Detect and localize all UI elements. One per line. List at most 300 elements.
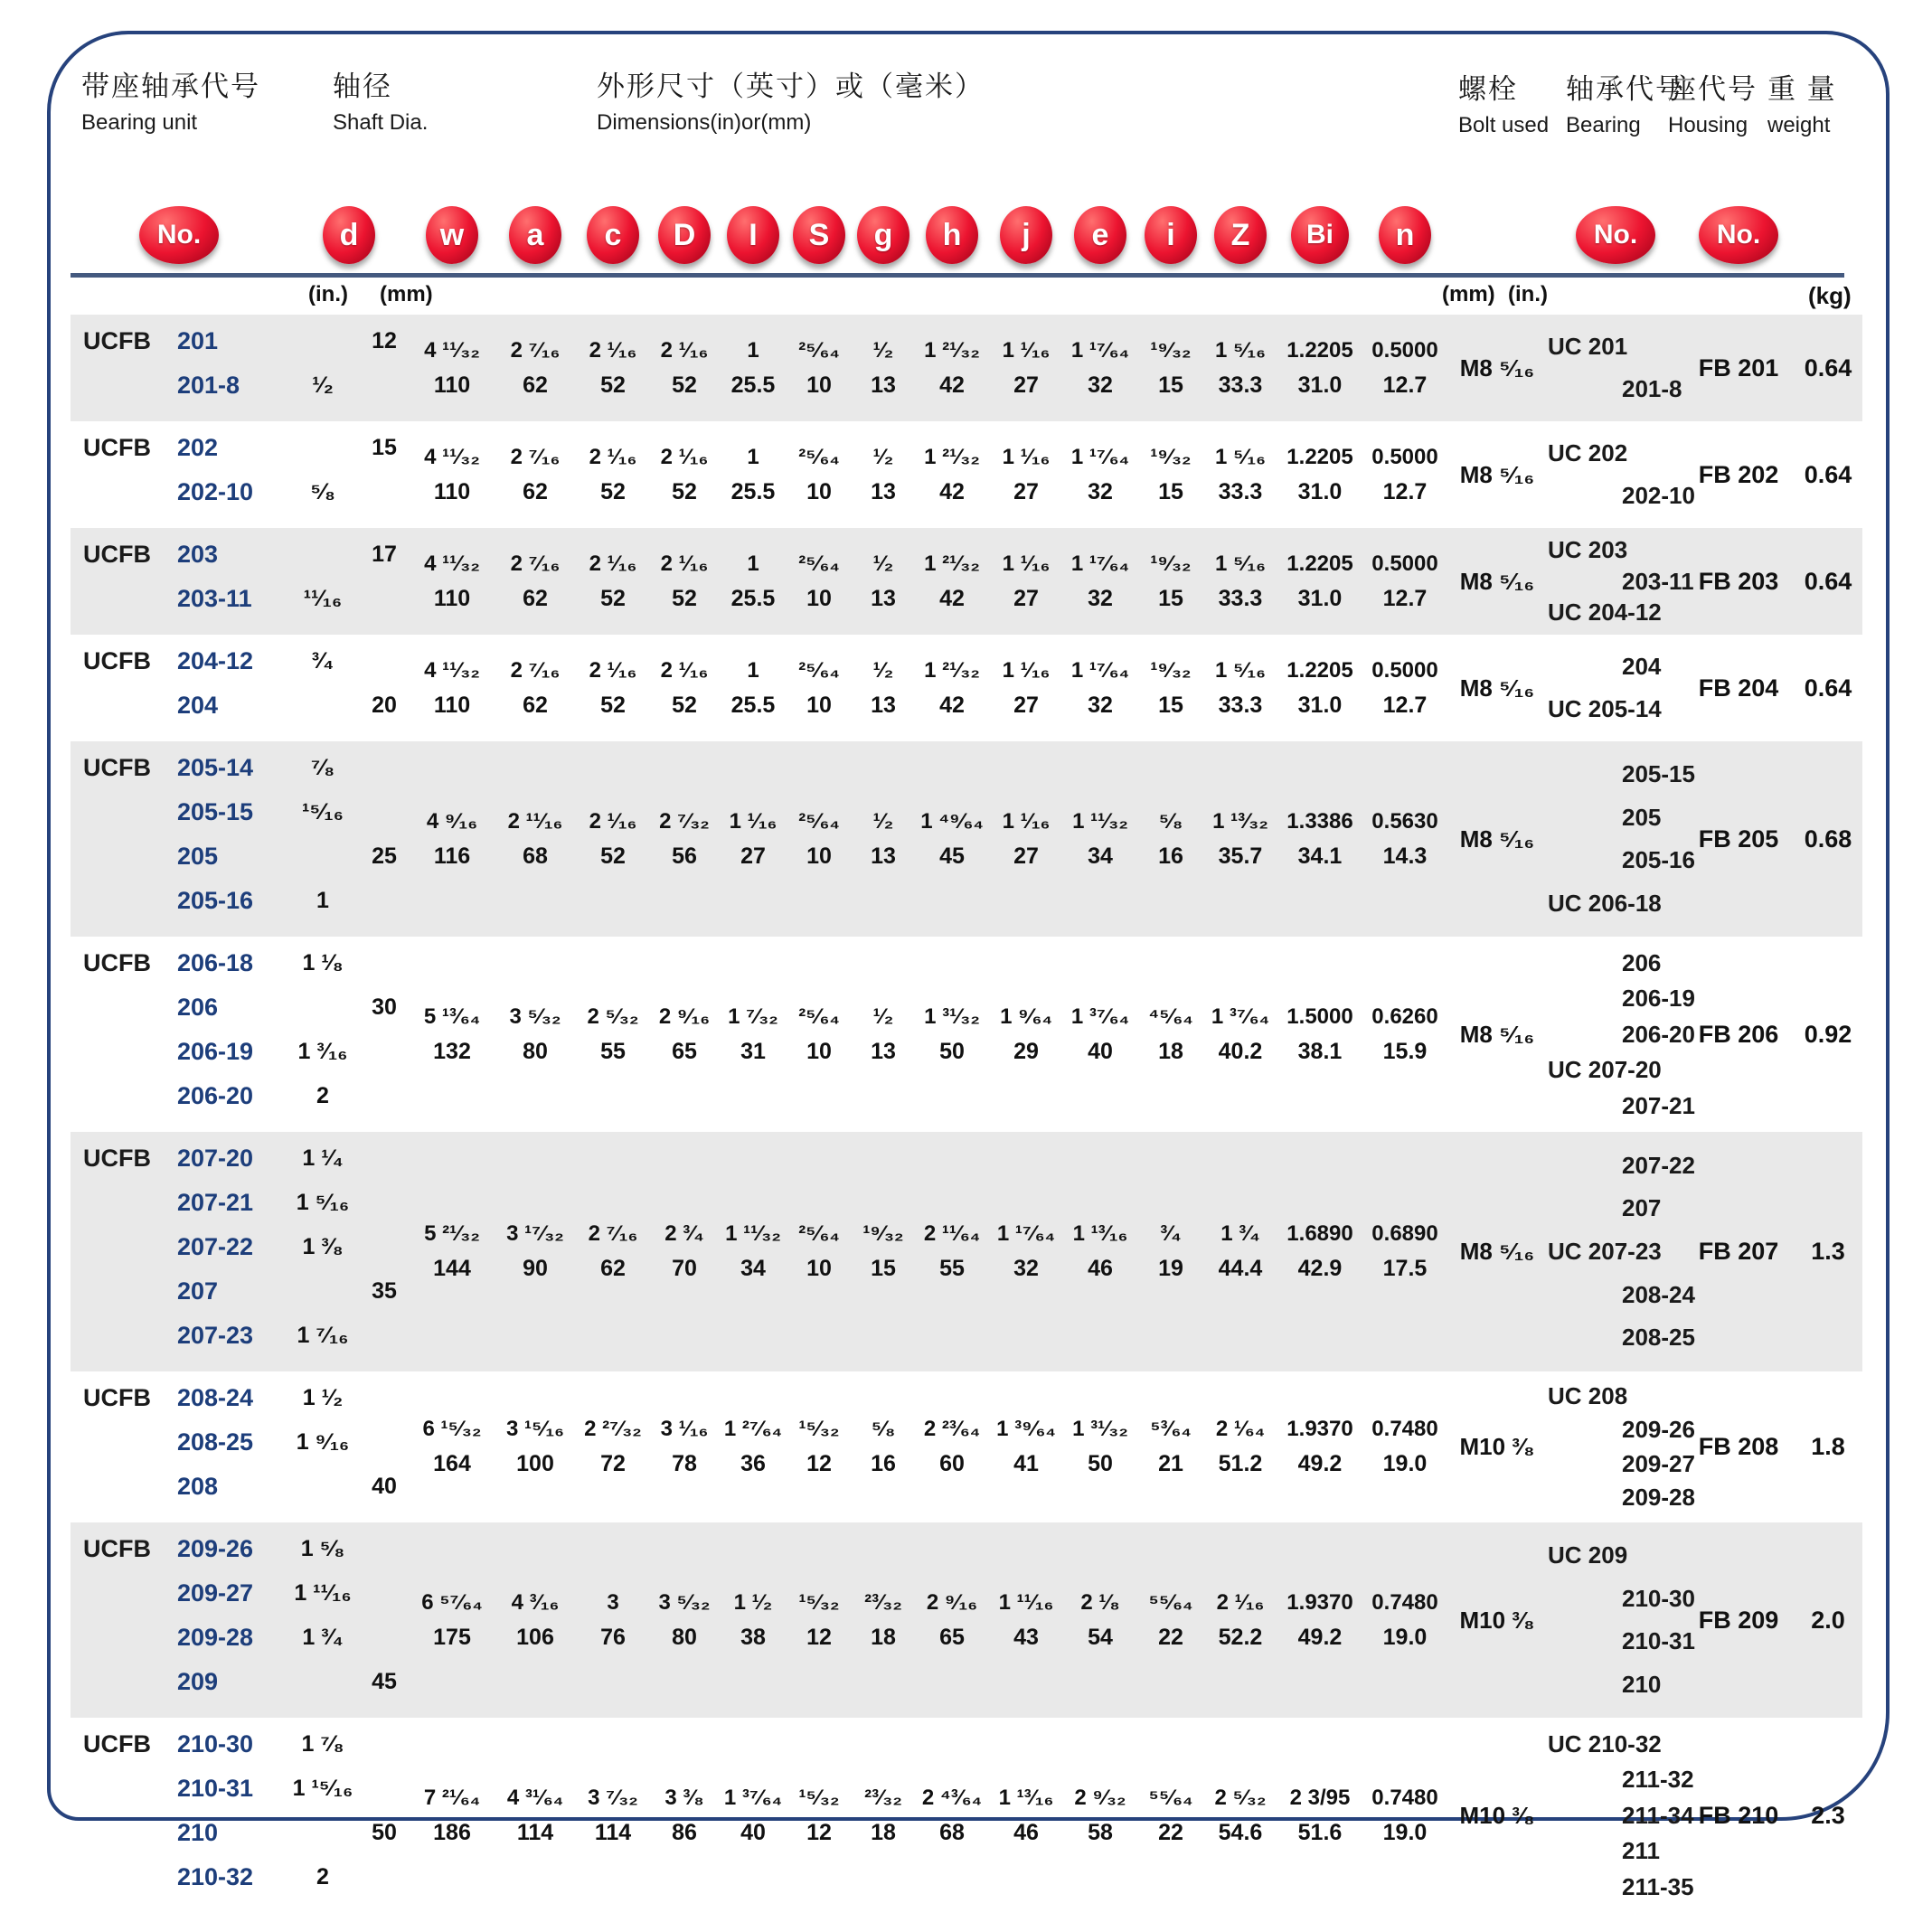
dim-mm-value: 50 bbox=[1088, 1451, 1113, 1476]
dim-inch-value: ¹⁹⁄₃₂ bbox=[1150, 337, 1192, 363]
shaft-dia-mm bbox=[358, 1722, 410, 1767]
col-dim-Z bbox=[1204, 639, 1277, 737]
col-dim-a bbox=[494, 1722, 577, 1908]
col-bearing-number bbox=[1548, 639, 1683, 737]
col-bearing-number bbox=[1548, 1722, 1694, 1908]
dim-mm-value: 10 bbox=[806, 843, 832, 869]
dim-mm-value: 18 bbox=[871, 1819, 896, 1845]
col-dim-a bbox=[494, 532, 577, 630]
col-dim-Z bbox=[1204, 319, 1277, 417]
col-dim-j bbox=[989, 1527, 1063, 1713]
dim-inch-value: 1 ¹¹⁄₁₆ bbox=[998, 1589, 1054, 1615]
header-weight-zh: 重 量 bbox=[1767, 73, 1837, 105]
unit-number: 206 bbox=[177, 994, 219, 1021]
dim-mm-value: 68 bbox=[523, 843, 548, 869]
dim-mm-value: 12.7 bbox=[1382, 478, 1428, 504]
col-dim-S bbox=[787, 1527, 852, 1713]
unit-number: 208-24 bbox=[177, 1384, 254, 1411]
badge-cell bbox=[1363, 201, 1447, 269]
dim-inch-value: 2 ¹⁄₁₆ bbox=[589, 337, 637, 363]
dim-mm-value: 72 bbox=[600, 1451, 626, 1476]
dim-inch-value: 1 ¹¹⁄₃₂ bbox=[725, 1221, 781, 1246]
shaft-dia-mm bbox=[358, 941, 410, 985]
col-weight bbox=[1794, 639, 1862, 737]
dim-inch-value: 0.5630 bbox=[1371, 808, 1438, 834]
badge-g: g bbox=[857, 206, 909, 264]
dim-inch-value: 1 ¹³⁄₃₂ bbox=[1212, 808, 1268, 834]
dim-mm-value: 13 bbox=[871, 372, 896, 398]
col-unit-number bbox=[170, 639, 287, 737]
col-dim-h bbox=[915, 941, 989, 1127]
dim-mm-value: 12 bbox=[806, 1624, 832, 1650]
unit-number: 206-20 bbox=[177, 1082, 254, 1109]
dim-inch-value: 1.2205 bbox=[1286, 444, 1353, 469]
col-prefix bbox=[71, 941, 170, 1127]
col-dim-i bbox=[1137, 426, 1204, 523]
dim-mm-value: 90 bbox=[523, 1256, 548, 1281]
col-bolt bbox=[1447, 1527, 1548, 1713]
col-bolt bbox=[1447, 1722, 1548, 1908]
unit-number: 210-30 bbox=[177, 1730, 254, 1758]
dim-mm-value: 13 bbox=[871, 692, 896, 718]
dim-inch-value: 1 ³¹⁄₃₂ bbox=[924, 1004, 980, 1029]
dim-inch-value: 1 ¹⁄₁₆ bbox=[729, 808, 778, 834]
shaft-dia-in: 1 ¹⁄₄ bbox=[302, 1145, 344, 1171]
dim-mm-value: 52 bbox=[672, 372, 697, 398]
bearing-number: 208-24 bbox=[1622, 1280, 1695, 1308]
dim-mm-value: 164 bbox=[433, 1451, 471, 1476]
shaft-dia-in: 1 ⁵⁄₁₆ bbox=[296, 1190, 350, 1215]
dim-mm-value: 33.3 bbox=[1218, 372, 1263, 398]
col-bolt bbox=[1447, 1376, 1548, 1518]
dim-mm-value: 106 bbox=[516, 1624, 554, 1650]
dim-mm-value: 12 bbox=[806, 1451, 832, 1476]
housing-number: FB 205 bbox=[1698, 825, 1779, 853]
dim-inch-value: ¹⁹⁄₃₂ bbox=[1150, 657, 1192, 683]
dim-inch-value: 1 ³¹⁄₃₂ bbox=[1072, 1417, 1128, 1441]
dim-mm-value: 13 bbox=[871, 1038, 896, 1064]
bearing-number: 203-11 bbox=[1622, 567, 1694, 595]
dim-mm-value: 19.0 bbox=[1382, 1451, 1428, 1476]
col-dim-n bbox=[1363, 1376, 1447, 1518]
dim-inch-value: ²⁵⁄₆₄ bbox=[798, 1221, 840, 1246]
col-dim-g bbox=[852, 1376, 915, 1518]
col-housing-number bbox=[1683, 1136, 1794, 1367]
dim-mm-value: 49.2 bbox=[1297, 1451, 1343, 1476]
col-prefix bbox=[71, 532, 170, 630]
dim-mm-value: 32 bbox=[1088, 372, 1113, 398]
shaft-dia-in: 1 ³⁄₄ bbox=[302, 1625, 344, 1650]
col-dim-S bbox=[787, 639, 852, 737]
dim-mm-value: 10 bbox=[806, 585, 832, 611]
unit-number: 210-32 bbox=[177, 1863, 254, 1890]
shaft-dia-mm: 20 bbox=[372, 693, 397, 718]
dim-inch-value: 5 ²¹⁄₃₂ bbox=[424, 1221, 480, 1246]
unit-number: 207-23 bbox=[177, 1322, 254, 1349]
col-dim-S bbox=[787, 746, 852, 932]
dim-mm-value: 51.6 bbox=[1297, 1819, 1343, 1845]
dim-mm-value: 51.2 bbox=[1218, 1451, 1263, 1476]
dim-inch-value: 2 ⁵⁄₃₂ bbox=[587, 1004, 639, 1029]
dim-inch-value: ⁴⁵⁄₆₄ bbox=[1148, 1004, 1193, 1029]
col-shaft-mm bbox=[358, 532, 410, 630]
unit-kg: (kg) bbox=[1808, 282, 1852, 309]
col-dim-Z bbox=[1204, 426, 1277, 523]
badge-a: a bbox=[509, 206, 561, 264]
bearing-number: 211-35 bbox=[1622, 1872, 1694, 1900]
bearing-number: 204 bbox=[1622, 653, 1662, 681]
dim-inch-value: ¹⁹⁄₃₂ bbox=[1150, 551, 1192, 576]
bearing-number: UC 205-14 bbox=[1548, 694, 1662, 722]
col-dim-c bbox=[577, 746, 649, 932]
col-dim-j bbox=[989, 1722, 1063, 1908]
bearing-group bbox=[71, 937, 1862, 1132]
bearing-number: 207 bbox=[1622, 1194, 1662, 1222]
shaft-dia-mm bbox=[358, 470, 410, 514]
unit-number: 204 bbox=[177, 692, 219, 719]
shaft-dia-mm bbox=[358, 1571, 410, 1616]
unit-prefix: UCFB bbox=[83, 541, 151, 568]
badge-cell bbox=[1683, 201, 1794, 269]
col-dim-D bbox=[649, 319, 720, 417]
dim-mm-value: 34 bbox=[1088, 843, 1113, 869]
col-dim-Bi bbox=[1277, 1527, 1363, 1713]
dim-mm-value: 15 bbox=[1158, 478, 1183, 504]
dim-inch-value: ⁵⁵⁄₆₄ bbox=[1148, 1589, 1193, 1615]
housing-number: FB 210 bbox=[1698, 1801, 1779, 1829]
header-shaft-dia bbox=[333, 63, 428, 136]
dim-mm-value: 22 bbox=[1158, 1624, 1183, 1650]
unit-d-mm: (mm) bbox=[380, 282, 433, 306]
dim-mm-value: 110 bbox=[433, 585, 471, 611]
dim-mm-value: 42 bbox=[939, 372, 965, 398]
dim-mm-value: 25.5 bbox=[730, 692, 776, 718]
col-shaft-in bbox=[287, 426, 358, 523]
housing-number: FB 207 bbox=[1698, 1238, 1779, 1265]
shaft-dia-mm bbox=[358, 1074, 410, 1118]
dim-inch-value: 5 ¹³⁄₆₄ bbox=[423, 1004, 481, 1029]
col-dim-D bbox=[649, 639, 720, 737]
dim-mm-value: 65 bbox=[672, 1038, 697, 1064]
unit-prefix: UCFB bbox=[83, 949, 151, 976]
dim-inch-value: 1 ²¹⁄₃₂ bbox=[924, 444, 980, 469]
dim-inch-value: 1 ²¹⁄₃₂ bbox=[924, 337, 980, 363]
shaft-dia-in bbox=[287, 834, 358, 879]
badge-cell bbox=[494, 201, 577, 269]
shaft-dia-mm bbox=[358, 1136, 410, 1181]
unit-prefix: UCFB bbox=[83, 434, 151, 461]
dim-inch-value: 1.2205 bbox=[1286, 551, 1353, 576]
dim-inch-value: 0.7480 bbox=[1371, 1417, 1438, 1441]
dim-mm-value: 110 bbox=[433, 372, 471, 398]
bearing-number: 202-10 bbox=[1622, 481, 1695, 509]
dim-mm-value: 15 bbox=[1158, 585, 1183, 611]
shaft-dia-mm bbox=[358, 746, 410, 790]
col-dim-j bbox=[989, 319, 1063, 417]
col-dim-Z bbox=[1204, 941, 1277, 1127]
bearing-number: UC 201 bbox=[1548, 333, 1628, 361]
dim-inch-value: 3 ⁷⁄₃₂ bbox=[588, 1785, 638, 1810]
dim-inch-value: 1.5000 bbox=[1286, 1004, 1353, 1029]
dim-inch-value: 1 ¹⁄₁₆ bbox=[1002, 551, 1051, 576]
bearing-number: 206-19 bbox=[1622, 985, 1695, 1012]
badge-cell bbox=[787, 201, 852, 269]
col-weight bbox=[1794, 319, 1862, 417]
unit-number: 209-28 bbox=[177, 1624, 254, 1651]
dim-mm-value: 52 bbox=[672, 478, 697, 504]
dim-mm-value: 52 bbox=[600, 843, 626, 869]
dim-inch-value: 1 ³⁷⁄₆₄ bbox=[1211, 1004, 1270, 1029]
dim-mm-value: 33.3 bbox=[1218, 478, 1263, 504]
shaft-dia-mm bbox=[358, 790, 410, 834]
dim-mm-value: 10 bbox=[806, 692, 832, 718]
dim-inch-value: 2 ¹⁄₁₆ bbox=[589, 444, 637, 469]
dim-mm-value: 40 bbox=[1088, 1038, 1113, 1064]
shaft-dia-mm bbox=[358, 1767, 410, 1811]
dim-inch-value: ²³⁄₃₂ bbox=[864, 1589, 902, 1615]
dim-inch-value: ¹⁄₂ bbox=[872, 808, 894, 834]
col-dim-Bi bbox=[1277, 1722, 1363, 1908]
dim-inch-value: 3 bbox=[607, 1589, 619, 1615]
housing-number: FB 202 bbox=[1698, 460, 1779, 488]
col-dim-D bbox=[649, 1136, 720, 1367]
dim-mm-value: 12 bbox=[806, 1819, 832, 1845]
dim-inch-value: ⁵³⁄₆₄ bbox=[1150, 1417, 1192, 1441]
bearing-number: 211 bbox=[1622, 1837, 1660, 1864]
dim-mm-value: 25.5 bbox=[730, 478, 776, 504]
dim-mm-value: 25.5 bbox=[730, 585, 776, 611]
dim-inch-value: 2 ⁹⁄₁₆ bbox=[926, 1589, 978, 1615]
unit-number: 205-16 bbox=[177, 887, 254, 914]
dim-mm-value: 32 bbox=[1013, 1256, 1039, 1281]
col-dim-w bbox=[410, 1722, 494, 1908]
col-dim-w bbox=[410, 1527, 494, 1713]
col-dim-g bbox=[852, 1722, 915, 1908]
shaft-dia-in: 2 bbox=[316, 1083, 329, 1108]
badge-cell bbox=[915, 201, 989, 269]
unit-number: 208-25 bbox=[177, 1428, 254, 1456]
dim-mm-value: 17.5 bbox=[1382, 1256, 1428, 1281]
shaft-dia-mm bbox=[358, 1855, 410, 1899]
dim-mm-value: 54 bbox=[1088, 1624, 1113, 1650]
dim-inch-value: 4 ³⁄₁₆ bbox=[511, 1589, 560, 1615]
col-dim-e bbox=[1063, 426, 1137, 523]
dim-inch-value: 2 ⁷⁄₁₆ bbox=[510, 444, 561, 469]
dim-inch-value: ⁵⁄₈ bbox=[871, 1417, 896, 1441]
col-dim-w bbox=[410, 1136, 494, 1367]
shaft-dia-mm: 15 bbox=[372, 435, 397, 460]
badge-c: c bbox=[587, 206, 639, 264]
col-dim-i bbox=[1137, 639, 1204, 737]
badge-cell bbox=[1277, 201, 1363, 269]
dim-inch-value: 3 ¹⁄₁₆ bbox=[660, 1417, 709, 1441]
col-shaft-mm bbox=[358, 746, 410, 932]
dim-mm-value: 42 bbox=[939, 692, 965, 718]
shaft-dia-in: ¹⁵⁄₁₆ bbox=[302, 799, 344, 825]
col-dim-I bbox=[720, 639, 787, 737]
col-dim-a bbox=[494, 746, 577, 932]
shaft-dia-mm: 45 bbox=[372, 1669, 397, 1694]
col-unit-number bbox=[170, 319, 287, 417]
dim-mm-value: 56 bbox=[672, 843, 697, 869]
bearing-group bbox=[71, 635, 1862, 741]
bearing-number: 208-25 bbox=[1622, 1324, 1695, 1352]
dim-inch-value: ⁵⁵⁄₆₄ bbox=[1148, 1785, 1193, 1810]
bearing-number: 205-16 bbox=[1622, 846, 1695, 874]
dim-inch-value: 1 bbox=[747, 337, 759, 363]
bearing-number: 206 bbox=[1622, 948, 1662, 976]
badge-cell bbox=[989, 201, 1063, 269]
header-weight-en: weight bbox=[1767, 113, 1831, 137]
shaft-dia-in: 1 ⁷⁄₁₆ bbox=[297, 1323, 349, 1348]
header-bearing-unit-en: Bearing unit bbox=[81, 110, 198, 135]
bearing-group bbox=[71, 1132, 1862, 1371]
dim-mm-value: 50 bbox=[939, 1038, 965, 1064]
dim-mm-value: 27 bbox=[1013, 372, 1039, 398]
col-dim-a bbox=[494, 941, 577, 1127]
dim-mm-value: 62 bbox=[523, 478, 548, 504]
col-dim-D bbox=[649, 746, 720, 932]
col-dim-n bbox=[1363, 532, 1447, 630]
dim-mm-value: 40 bbox=[740, 1819, 766, 1845]
bearing-group bbox=[71, 421, 1862, 528]
col-dim-c bbox=[577, 639, 649, 737]
dim-inch-value: 0.5000 bbox=[1371, 551, 1438, 576]
dim-inch-value: 1 ¹⁄₁₆ bbox=[1002, 657, 1051, 683]
shaft-dia-in bbox=[287, 1269, 358, 1314]
unit-bi-mm: (mm) bbox=[1442, 282, 1495, 306]
bearing-number: UC 204-12 bbox=[1548, 598, 1662, 627]
shaft-dia-mm bbox=[358, 363, 410, 408]
dim-inch-value: 1 ¹⁷⁄₆₄ bbox=[1070, 444, 1130, 469]
dim-mm-value: 54.6 bbox=[1218, 1819, 1263, 1845]
badge-bearing-no: No. bbox=[1576, 206, 1655, 264]
bearing-group bbox=[71, 1718, 1862, 1913]
bolt-size: M10 ³⁄₈ bbox=[1459, 1606, 1535, 1634]
dim-mm-value: 62 bbox=[600, 1256, 626, 1281]
weight-value: 0.64 bbox=[1804, 567, 1852, 595]
dim-inch-value: 1 ⁵⁄₁₆ bbox=[1214, 444, 1267, 469]
header-housing-no-zh: 座代号 bbox=[1668, 73, 1758, 105]
shaft-dia-mm bbox=[358, 1181, 410, 1225]
unit-prefix: UCFB bbox=[83, 1145, 151, 1172]
badge-cell bbox=[1447, 201, 1548, 269]
dim-mm-value: 52 bbox=[672, 692, 697, 718]
col-dim-g bbox=[852, 1527, 915, 1713]
dim-inch-value: ¹⁵⁄₃₂ bbox=[798, 1589, 840, 1615]
dim-mm-value: 15.9 bbox=[1382, 1038, 1428, 1064]
dim-mm-value: 110 bbox=[433, 692, 471, 718]
dim-inch-value: 2 ¹⁄₁₆ bbox=[589, 808, 637, 834]
col-dim-e bbox=[1063, 1376, 1137, 1518]
col-weight bbox=[1794, 532, 1862, 630]
bearing-number: 210 bbox=[1622, 1670, 1662, 1698]
col-weight bbox=[1794, 941, 1862, 1127]
col-dim-j bbox=[989, 1136, 1063, 1367]
shaft-dia-in: 1 ³⁄₈ bbox=[302, 1234, 344, 1259]
dim-inch-value: 3 ¹⁷⁄₃₂ bbox=[506, 1221, 564, 1246]
badge-h: h bbox=[926, 206, 978, 264]
header-bolt-used-en: Bolt used bbox=[1458, 113, 1550, 137]
shaft-dia-in: 1 ¹⁄₈ bbox=[302, 950, 344, 975]
shaft-dia-mm: 35 bbox=[372, 1278, 397, 1304]
dim-mm-value: 21 bbox=[1158, 1451, 1183, 1476]
unit-number: 205 bbox=[177, 843, 219, 870]
shaft-dia-in bbox=[287, 426, 358, 470]
dim-inch-value: 6 ¹⁵⁄₃₂ bbox=[422, 1417, 482, 1441]
dim-inch-value: 1 ¹⁷⁄₆₄ bbox=[1070, 657, 1130, 683]
dim-mm-value: 45 bbox=[939, 843, 965, 869]
dim-inch-value: 2 ²⁷⁄₃₂ bbox=[584, 1417, 642, 1441]
shaft-dia-in: ⁵⁄₈ bbox=[310, 479, 335, 504]
dim-mm-value: 38 bbox=[740, 1624, 766, 1650]
bearing-number: UC 208 bbox=[1548, 1381, 1628, 1409]
dim-inch-value: 1 ¹³⁄₁₆ bbox=[1072, 1221, 1128, 1246]
bearing-number: 210-31 bbox=[1622, 1627, 1695, 1655]
housing-number: FB 209 bbox=[1698, 1606, 1779, 1634]
col-housing-number bbox=[1683, 746, 1794, 932]
bearing-group bbox=[71, 528, 1862, 635]
weight-value: 1.8 bbox=[1811, 1433, 1845, 1460]
dim-mm-value: 52 bbox=[600, 478, 626, 504]
dim-mm-value: 44.4 bbox=[1218, 1256, 1263, 1281]
spec-table bbox=[71, 315, 1862, 1913]
dim-inch-value: 3 ¹⁵⁄₁₆ bbox=[505, 1417, 565, 1441]
unit-d-inch: (in.) bbox=[308, 282, 348, 306]
dim-mm-value: 31 bbox=[740, 1038, 766, 1064]
dim-mm-value: 62 bbox=[523, 585, 548, 611]
col-dim-n bbox=[1363, 1527, 1447, 1713]
col-dim-e bbox=[1063, 941, 1137, 1127]
col-housing-number bbox=[1683, 319, 1794, 417]
col-prefix bbox=[71, 319, 170, 417]
col-bearing-number bbox=[1548, 426, 1695, 523]
shaft-dia-in: ¹¹⁄₁₆ bbox=[303, 586, 343, 611]
bearing-number: 201-8 bbox=[1622, 374, 1682, 402]
col-dim-a bbox=[494, 319, 577, 417]
bolt-size: M8 ⁵⁄₁₆ bbox=[1459, 1238, 1535, 1265]
col-dim-c bbox=[577, 532, 649, 630]
col-unit-number bbox=[170, 1376, 287, 1518]
unit-number: 202 bbox=[177, 434, 219, 461]
bearing-number: UC 202 bbox=[1548, 439, 1628, 467]
dim-mm-value: 31.0 bbox=[1297, 692, 1343, 718]
dim-inch-value: 1 ¹⁄₁₆ bbox=[1002, 444, 1051, 469]
dim-mm-value: 49.2 bbox=[1297, 1624, 1343, 1650]
shaft-dia-in: 1 ⁷⁄₈ bbox=[301, 1731, 344, 1757]
col-bearing-number bbox=[1548, 1376, 1695, 1518]
col-dim-i bbox=[1137, 1527, 1204, 1713]
shaft-dia-mm bbox=[358, 1030, 410, 1074]
badge-cell bbox=[577, 201, 649, 269]
col-shaft-mm bbox=[358, 941, 410, 1127]
dim-mm-value: 76 bbox=[600, 1624, 626, 1650]
badge-cell bbox=[1137, 201, 1204, 269]
dim-mm-value: 42 bbox=[939, 585, 965, 611]
housing-number: FB 206 bbox=[1698, 1020, 1779, 1048]
dim-mm-value: 22 bbox=[1158, 1819, 1183, 1845]
dim-mm-value: 14.3 bbox=[1382, 843, 1428, 869]
col-dim-S bbox=[787, 1376, 852, 1518]
bearing-group bbox=[71, 1371, 1862, 1522]
housing-number: FB 201 bbox=[1698, 353, 1779, 382]
col-dim-i bbox=[1137, 746, 1204, 932]
dim-inch-value: 2 ¹⁄₆₄ bbox=[1215, 1417, 1266, 1441]
badge-Bi: Bi bbox=[1291, 206, 1349, 264]
header-dimensions bbox=[597, 63, 985, 136]
col-bolt bbox=[1447, 319, 1548, 417]
col-dim-S bbox=[787, 1136, 852, 1367]
